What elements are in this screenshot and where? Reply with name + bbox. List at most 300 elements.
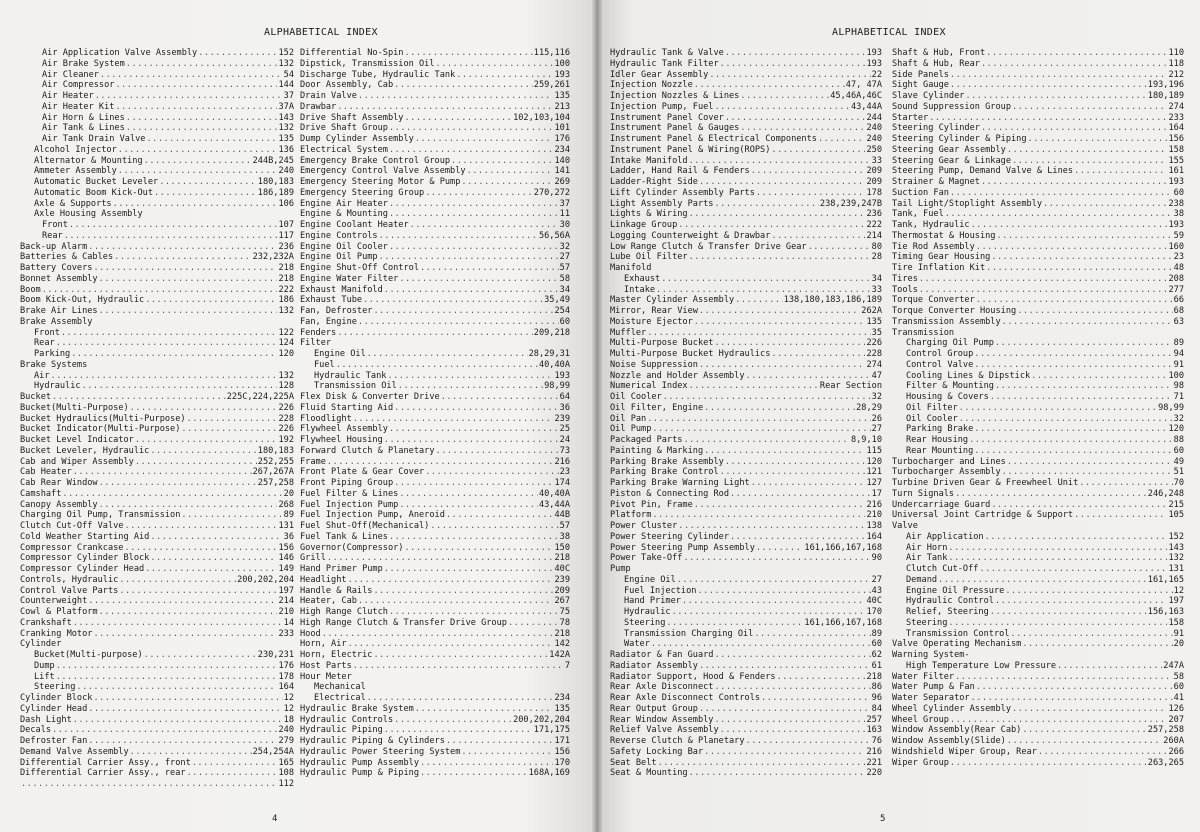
entry-page: 61 bbox=[871, 660, 882, 671]
entry-title: Forward Clutch & Planetary bbox=[300, 445, 435, 456]
index-entry bbox=[300, 575, 570, 586]
entry-title: Side Panels bbox=[892, 69, 949, 80]
entry-title: Injection Nozzles & Lines bbox=[610, 91, 740, 101]
entry-title: Slave Cylinder bbox=[892, 91, 965, 101]
entry-page: 23 bbox=[1173, 252, 1184, 263]
entry-title: Shaft & Hub, Front bbox=[892, 48, 986, 58]
entry-title: Power Steering Pump Assembly bbox=[610, 542, 755, 553]
leader-dots bbox=[751, 166, 866, 177]
leader-dots bbox=[1012, 704, 1167, 715]
index-entry bbox=[892, 209, 1184, 220]
leader-dots bbox=[144, 650, 257, 661]
entry-title: Fan, Engine bbox=[300, 316, 357, 327]
entry-title: Transmission bbox=[892, 327, 955, 338]
entry-page: 161,166,167,168 bbox=[804, 617, 882, 628]
index-entry bbox=[610, 435, 882, 446]
entry-page: 220 bbox=[866, 768, 882, 779]
index-entry bbox=[892, 123, 1184, 134]
leader-dots bbox=[981, 59, 1168, 70]
index-entry bbox=[892, 91, 1184, 102]
entry-title: Hydraulic Control bbox=[906, 596, 994, 607]
index-entry bbox=[300, 209, 570, 220]
entry-title: Rear Axle Disconnect bbox=[610, 682, 714, 693]
entry-page: 84 bbox=[871, 703, 882, 714]
entry-page: 37 bbox=[283, 91, 294, 101]
entry-page: 209,218 bbox=[533, 327, 570, 338]
entry-title: Bucket(Multi-purpose) bbox=[34, 650, 143, 660]
leader-dots bbox=[974, 360, 1172, 371]
entry-page: 142A bbox=[549, 650, 570, 660]
entry-page: 132 bbox=[278, 123, 294, 134]
entry-title: Steering Cylinder bbox=[892, 123, 980, 134]
entry-page: 238,239,247B bbox=[819, 198, 882, 209]
entry-title: Relief Valve Assembly bbox=[610, 725, 719, 736]
leader-dots bbox=[358, 91, 554, 102]
leader-dots bbox=[394, 715, 512, 726]
entry-page: 88 bbox=[1173, 435, 1184, 445]
index-entry bbox=[892, 650, 1184, 661]
entry-title: Instrument Panel & Electrical Components bbox=[610, 134, 817, 144]
entry-title: Air Tank Drain Valve bbox=[42, 134, 146, 144]
index-entry bbox=[300, 672, 570, 683]
entry-title: Thermostat & Housing bbox=[892, 230, 996, 241]
index-entry bbox=[300, 715, 570, 726]
index-entry bbox=[610, 532, 882, 543]
entry-title: Steering Gear Assembly bbox=[892, 144, 1006, 155]
leader-dots bbox=[353, 414, 554, 425]
leader-dots bbox=[1043, 199, 1167, 210]
index-entry bbox=[610, 618, 882, 629]
leader-dots bbox=[61, 328, 278, 339]
entry-page: 193 bbox=[554, 69, 570, 80]
entry-title: Steering bbox=[624, 617, 666, 628]
index-entry bbox=[892, 70, 1184, 81]
index-entry bbox=[892, 263, 1184, 274]
entry-title: Packaged Parts bbox=[610, 435, 683, 445]
leader-dots bbox=[704, 403, 855, 414]
entry-title: Air Tank & Lines bbox=[42, 123, 125, 134]
leader-dots bbox=[425, 467, 558, 478]
entry-title: Filter bbox=[300, 338, 332, 349]
entry-title: Painting & Marking bbox=[610, 445, 704, 456]
entry-title: Drive Shaft Group bbox=[300, 123, 388, 134]
index-entry bbox=[20, 317, 294, 328]
index-entry bbox=[300, 381, 570, 392]
index-entry bbox=[300, 70, 570, 81]
index-entry bbox=[610, 725, 882, 736]
entry-page: 216 bbox=[554, 456, 570, 467]
entry-page: 193,196 bbox=[1147, 80, 1184, 91]
index-entry bbox=[892, 510, 1184, 521]
index-entry bbox=[892, 306, 1184, 317]
leader-dots bbox=[996, 231, 1172, 242]
entry-page: 43,44A bbox=[850, 101, 882, 112]
leader-dots bbox=[699, 704, 871, 715]
entry-page: 263,265 bbox=[1147, 757, 1184, 768]
entry-page: 89 bbox=[283, 510, 294, 521]
index-entry bbox=[892, 59, 1184, 70]
entry-title: Water Separator bbox=[892, 693, 970, 703]
leader-dots bbox=[115, 102, 277, 113]
entry-page: 100 bbox=[554, 58, 570, 69]
entry-title: Sight Gauge bbox=[892, 80, 949, 91]
entry-title: Ladder, Hand Rail & Fenders bbox=[610, 166, 750, 177]
entry-title: Engine Oil Pump bbox=[300, 252, 378, 263]
index-entry bbox=[892, 424, 1184, 435]
entry-title: Bucket Indicator(Multi-Purpose) bbox=[20, 424, 181, 435]
entry-title: Fan, Defroster bbox=[300, 306, 373, 316]
leader-dots bbox=[1031, 371, 1167, 382]
index-entry bbox=[610, 134, 882, 145]
leader-dots bbox=[948, 618, 1167, 629]
index-entry bbox=[20, 242, 294, 253]
entry-title: Turbine Driven Gear & Freewheel Unit bbox=[892, 478, 1079, 488]
leader-dots bbox=[436, 446, 559, 457]
entry-page: 234 bbox=[554, 693, 570, 703]
index-entry bbox=[20, 596, 294, 607]
entry-page: 156,163 bbox=[1147, 607, 1184, 617]
leader-dots bbox=[420, 758, 553, 769]
entry-title: Hydraulic Controls bbox=[300, 714, 394, 725]
leader-dots bbox=[42, 285, 278, 296]
entry-title: Steering Gear & Linkage bbox=[892, 155, 1011, 166]
index-entry bbox=[20, 70, 294, 81]
index-entry bbox=[610, 672, 882, 683]
entry-title: Engine & Mounting bbox=[300, 209, 388, 220]
index-entry bbox=[300, 231, 570, 242]
entry-title: Fuel Injection bbox=[624, 585, 697, 596]
leader-dots bbox=[436, 59, 554, 70]
index-entry bbox=[892, 188, 1184, 199]
entry-title: Dipstick, Transmission Oil bbox=[300, 58, 435, 69]
entry-page: 60 bbox=[1173, 187, 1184, 198]
entry-page: 60 bbox=[559, 316, 570, 327]
leader-dots bbox=[714, 338, 865, 349]
entry-page: 117 bbox=[278, 230, 294, 241]
index-entry bbox=[300, 166, 570, 177]
entry-page: 58 bbox=[559, 273, 570, 284]
entry-page: 135 bbox=[278, 134, 294, 144]
leader-dots bbox=[808, 242, 871, 253]
entry-title: Valve Operating Mechanism bbox=[892, 639, 1022, 650]
entry-title: Intake bbox=[624, 284, 656, 295]
index-entry bbox=[20, 59, 294, 70]
entry-page: 106 bbox=[278, 198, 294, 209]
entry-title: Exhaust Manifold bbox=[300, 284, 383, 295]
entry-page: 216 bbox=[866, 499, 882, 510]
leader-dots bbox=[399, 500, 538, 511]
entry-page: 262A bbox=[861, 306, 882, 316]
leader-dots bbox=[1022, 639, 1172, 650]
entry-page: 136 bbox=[278, 144, 294, 155]
index-entry bbox=[892, 338, 1184, 349]
index-entry bbox=[20, 510, 294, 521]
entry-title: Hydraulic Brake System bbox=[300, 703, 414, 714]
entry-title: Hood bbox=[300, 628, 321, 639]
index-entry bbox=[300, 392, 570, 403]
entry-page: 226 bbox=[278, 402, 294, 413]
index-entry bbox=[610, 349, 882, 360]
index-entry bbox=[300, 478, 570, 489]
entry-page: 161,165 bbox=[1147, 574, 1184, 585]
book-gutter bbox=[592, 0, 602, 832]
leader-dots bbox=[389, 607, 559, 618]
leader-dots bbox=[959, 403, 1157, 414]
leader-dots bbox=[327, 553, 554, 564]
index-entry bbox=[610, 80, 882, 91]
entry-page: 221 bbox=[866, 757, 882, 768]
entry-title: Bucket(Multi-Purpose) bbox=[20, 402, 129, 413]
entry-title: Rear Mounting bbox=[906, 445, 974, 456]
index-entry bbox=[300, 123, 570, 134]
leader-dots bbox=[955, 489, 1147, 500]
entry-page: 193 bbox=[554, 370, 570, 381]
leader-dots bbox=[130, 403, 278, 414]
entry-title: Cranking Motor bbox=[20, 628, 93, 639]
leader-dots bbox=[678, 521, 865, 532]
entry-title: Air Application Valve Assembly bbox=[42, 48, 198, 58]
entry-page: 64 bbox=[559, 392, 570, 402]
entry-page: 152 bbox=[278, 48, 294, 58]
entry-page: 161 bbox=[1168, 166, 1184, 177]
entry-page: 18 bbox=[283, 714, 294, 725]
entry-title: Platform bbox=[610, 510, 652, 521]
index-entry bbox=[610, 242, 882, 253]
index-entry bbox=[892, 252, 1184, 263]
entry-page: 33 bbox=[871, 155, 882, 166]
leader-dots bbox=[187, 768, 278, 779]
entry-page: 49 bbox=[1173, 456, 1184, 467]
leader-dots bbox=[965, 91, 1146, 102]
entry-title: Horn, Air bbox=[300, 639, 347, 650]
leader-dots bbox=[404, 48, 532, 59]
entry-title: Power Steering Cylinder bbox=[610, 531, 729, 542]
leader-dots bbox=[93, 629, 277, 640]
leader-dots bbox=[99, 274, 278, 285]
entry-title: Cold Weather Starting Aid bbox=[20, 531, 150, 542]
entry-title: Exhaust Tube bbox=[300, 295, 363, 306]
entry-page: 193 bbox=[1168, 177, 1184, 187]
entry-title: Air Compressor bbox=[42, 80, 115, 91]
index-entry bbox=[892, 607, 1184, 618]
index-entry bbox=[20, 199, 294, 210]
index-entry bbox=[300, 661, 570, 672]
leader-dots bbox=[363, 295, 543, 306]
entry-page: 120 bbox=[1168, 424, 1184, 435]
index-entry bbox=[20, 392, 294, 403]
index-entry bbox=[300, 188, 570, 199]
entry-page: 225C,224,225A bbox=[226, 392, 294, 402]
entry-page: 164 bbox=[1168, 123, 1184, 134]
entry-title: Hour Meter bbox=[300, 671, 352, 682]
index-entry bbox=[20, 263, 294, 274]
entry-page: 218 bbox=[278, 263, 294, 273]
leader-dots bbox=[1007, 736, 1162, 747]
index-entry bbox=[610, 371, 882, 382]
leader-dots bbox=[71, 349, 277, 360]
index-entry bbox=[20, 166, 294, 177]
leader-dots bbox=[389, 145, 554, 156]
entry-page: 144 bbox=[278, 80, 294, 91]
entry-title: Windshield Wiper Group, Rear bbox=[892, 746, 1037, 757]
entry-page: 12 bbox=[283, 693, 294, 703]
entry-page: 238 bbox=[1168, 198, 1184, 209]
entry-title: Control Group bbox=[906, 349, 974, 359]
entry-title: Radiator & Fan Guard bbox=[610, 650, 714, 660]
entry-title: Water Pump & Fan bbox=[892, 682, 975, 693]
entry-title: Water Filter bbox=[892, 671, 955, 682]
entry-page: 70 bbox=[1173, 478, 1184, 488]
leader-dots bbox=[1002, 317, 1173, 328]
index-entry bbox=[610, 575, 882, 586]
index-entry bbox=[610, 768, 882, 779]
entry-title: Hydraulic Tank & Valve bbox=[610, 48, 724, 58]
index-entry bbox=[610, 381, 882, 392]
entry-title: Hydraulic bbox=[34, 381, 81, 392]
leader-dots bbox=[64, 231, 278, 242]
index-column bbox=[892, 48, 1184, 768]
entry-title: Drive Shaft Assembly bbox=[300, 112, 404, 123]
index-entry bbox=[20, 102, 294, 113]
entry-title: Manifold bbox=[610, 263, 652, 273]
index-entry bbox=[300, 618, 570, 629]
entry-title: Air Cleaner bbox=[42, 69, 99, 80]
index-entry bbox=[892, 672, 1184, 683]
index-entry bbox=[300, 360, 570, 371]
leader-dots bbox=[88, 242, 277, 253]
index-entry bbox=[892, 446, 1184, 457]
entry-title: Turbocharger Assembly bbox=[892, 467, 1001, 478]
index-entry bbox=[610, 209, 882, 220]
entry-page: 226 bbox=[866, 338, 882, 349]
leader-dots bbox=[69, 220, 278, 231]
index-entry bbox=[892, 381, 1184, 392]
index-entry bbox=[20, 80, 294, 91]
entry-page: 266 bbox=[1168, 746, 1184, 757]
entry-title: Flex Disk & Converter Drive bbox=[300, 392, 440, 402]
index-entry bbox=[610, 392, 882, 403]
leader-dots bbox=[384, 435, 559, 446]
entry-title: Engine Oil bbox=[624, 574, 676, 585]
index-entry bbox=[300, 145, 570, 156]
leader-dots bbox=[714, 682, 870, 693]
index-entry bbox=[892, 489, 1184, 500]
entry-page: 155 bbox=[1168, 155, 1184, 166]
entry-title: Window Assembly(Slide) bbox=[892, 736, 1006, 746]
leader-dots bbox=[974, 349, 1172, 360]
entry-title: Compressor Cylinder Block bbox=[20, 553, 150, 564]
entry-page: 138 bbox=[866, 521, 882, 531]
leader-dots bbox=[1012, 102, 1167, 113]
entry-page: 51 bbox=[1173, 467, 1184, 478]
leader-dots bbox=[995, 596, 1168, 607]
entry-title: Transmission Control bbox=[906, 628, 1010, 639]
index-entry bbox=[892, 467, 1184, 478]
entry-page: 250 bbox=[866, 144, 882, 155]
index-entry bbox=[20, 285, 294, 296]
entry-page: 240 bbox=[866, 134, 882, 144]
index-entry bbox=[610, 736, 882, 747]
index-entry bbox=[892, 500, 1184, 511]
entry-title: Camshaft bbox=[20, 488, 62, 499]
leader-dots bbox=[699, 306, 860, 317]
leader-dots bbox=[415, 134, 554, 145]
entry-page: 57 bbox=[559, 521, 570, 531]
leader-dots bbox=[1028, 134, 1168, 145]
entry-title: Hand Primer bbox=[624, 596, 681, 607]
leader-dots bbox=[1074, 510, 1167, 521]
index-entry bbox=[20, 91, 294, 102]
index-entry bbox=[610, 650, 882, 661]
index-entry bbox=[892, 177, 1184, 188]
entry-page: 25 bbox=[559, 424, 570, 435]
index-entry bbox=[892, 435, 1184, 446]
leader-dots bbox=[62, 489, 282, 500]
leader-dots bbox=[976, 242, 1168, 253]
entry-page: 279 bbox=[278, 736, 294, 746]
leader-dots bbox=[950, 188, 1173, 199]
index-entry bbox=[610, 564, 882, 575]
leader-dots bbox=[661, 274, 870, 285]
entry-page: 57 bbox=[559, 263, 570, 273]
entry-page: 86 bbox=[871, 682, 882, 693]
entry-title: Drain Valve bbox=[300, 91, 357, 101]
index-entry bbox=[20, 629, 294, 640]
leader-dots bbox=[948, 543, 1167, 554]
index-entry bbox=[892, 639, 1184, 650]
entry-page: 32 bbox=[1173, 413, 1184, 424]
index-entry bbox=[610, 747, 882, 758]
entry-title: Air Horn bbox=[906, 542, 948, 553]
entry-title: Hydraulic bbox=[624, 607, 671, 617]
entry-page: 209 bbox=[866, 166, 882, 177]
entry-page: 247A bbox=[1163, 660, 1184, 671]
entry-title: Air bbox=[34, 370, 50, 381]
index-entry bbox=[20, 725, 294, 736]
entry-title: Demand Valve Assembly bbox=[20, 746, 129, 757]
entry-page: 178 bbox=[278, 671, 294, 682]
entry-title: Hydraulic Pump Assembly bbox=[300, 757, 419, 768]
index-entry bbox=[892, 457, 1184, 468]
entry-title: Light Assembly Parts bbox=[610, 198, 714, 209]
leader-dots bbox=[777, 672, 866, 683]
leader-dots bbox=[192, 758, 278, 769]
entry-page: 105 bbox=[1168, 510, 1184, 521]
right-page bbox=[596, 0, 1200, 832]
entry-title: Floodlight bbox=[300, 413, 352, 424]
leader-dots bbox=[986, 263, 1173, 274]
index-entry bbox=[20, 381, 294, 392]
entry-title: Instrument Panel Cover bbox=[610, 112, 724, 123]
leader-dots bbox=[771, 231, 865, 242]
leader-dots bbox=[1007, 457, 1173, 468]
entry-title: Idler Gear Assembly bbox=[610, 69, 709, 80]
entry-title: Rear Output Group bbox=[610, 703, 698, 714]
entry-page: 218 bbox=[554, 628, 570, 639]
entry-title: Torque Converter bbox=[892, 295, 975, 306]
leader-dots bbox=[740, 91, 829, 102]
index-entry bbox=[20, 188, 294, 199]
leader-dots bbox=[714, 715, 865, 726]
entry-page: 91 bbox=[1173, 628, 1184, 639]
entry-page: 23 bbox=[559, 467, 570, 478]
index-entry bbox=[20, 553, 294, 564]
leader-dots bbox=[348, 639, 554, 650]
entry-title: Steering bbox=[906, 617, 948, 628]
index-entry bbox=[610, 521, 882, 532]
entry-page: 80 bbox=[871, 241, 882, 252]
entry-title: Differential No-Spin bbox=[300, 48, 404, 58]
